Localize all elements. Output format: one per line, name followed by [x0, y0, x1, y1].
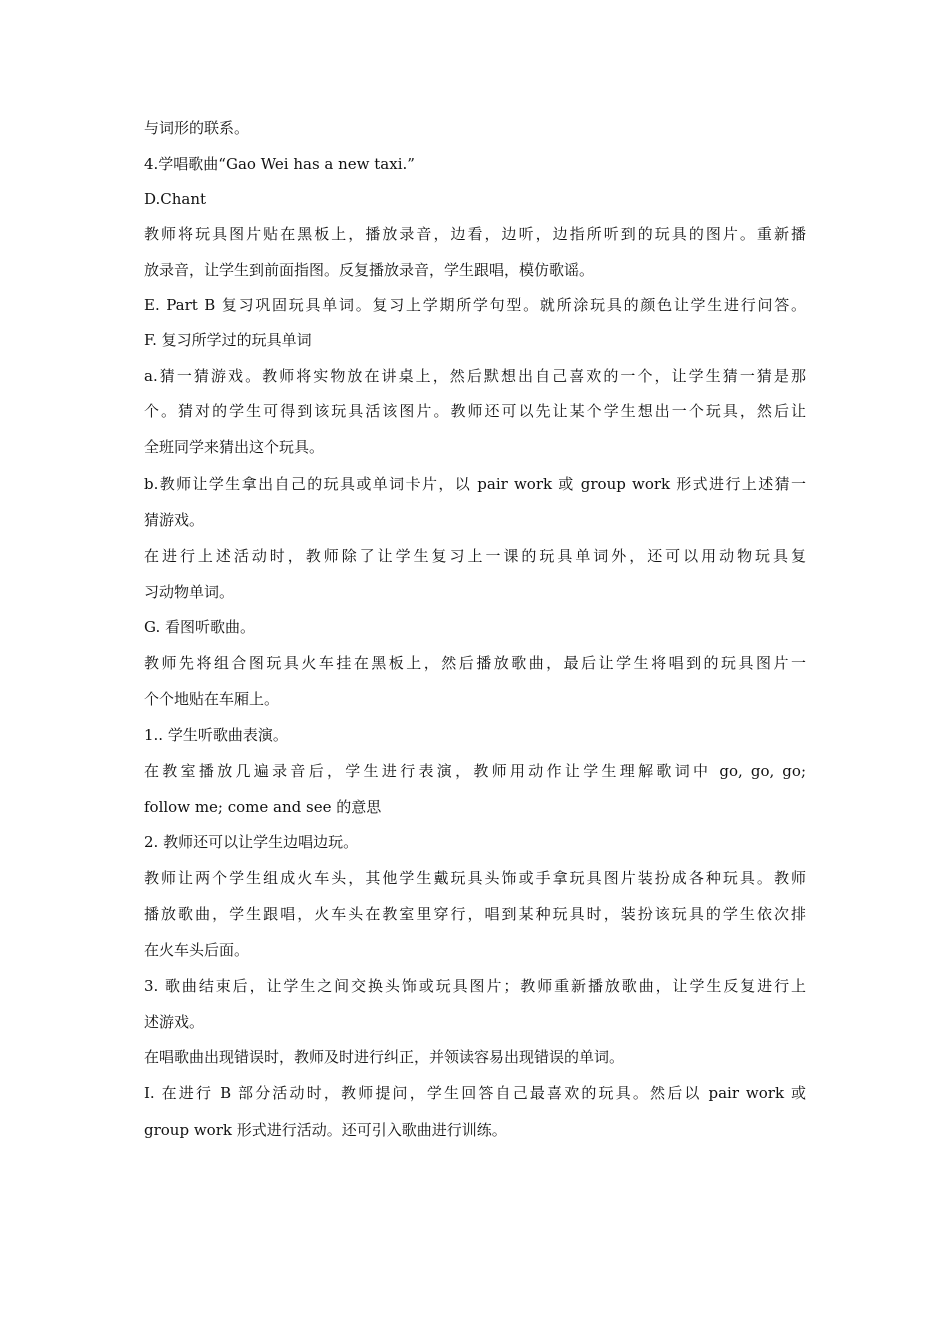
text-line: follow me; come and see 的意思	[144, 798, 382, 816]
text-line: 2. 教师还可以让学生边唱边玩。	[144, 833, 359, 851]
text-line: D.Chant	[144, 190, 207, 208]
text-line: a.猜一猜游戏。教师将实物放在讲桌上，然后默想出自己喜欢的一个，让学生猜一猜是那	[144, 367, 806, 385]
text-line: 个个地贴在车厢上。	[144, 690, 280, 708]
text-line: 放录音，让学生到前面指图。反复播放录音，学生跟唱，模仿歌谣。	[144, 261, 595, 279]
text-line: 在教室播放几遍录音后，学生进行表演，教师用动作让学生理解歌词中 go, go, go;	[144, 762, 806, 780]
text-line: 在唱歌曲出现错误时，教师及时进行纠正，并领读容易出现错误的单词。	[144, 1048, 625, 1066]
text-line: 述游戏。	[144, 1013, 205, 1031]
text-line: F. 复习所学过的玩具单词	[144, 331, 312, 349]
text-line: 在进行上述活动时，教师除了让学生复习上一课的玩具单词外，还可以用动物玩具复	[144, 547, 806, 565]
text-line: 与词形的联系。	[144, 119, 250, 137]
text-line: 播放歌曲，学生跟唱，火车头在教室里穿行，唱到某种玩具时，装扮该玩具的学生依次排	[144, 905, 806, 923]
text-line: group work 形式进行活动。还可引入歌曲进行训练。	[144, 1121, 507, 1139]
text-line: 猜游戏。	[144, 511, 205, 529]
text-line: E. Part B 复习巩固玩具单词。复习上学期所学句型。就所涂玩具的颜色让学生进行问答。	[144, 296, 806, 314]
text-line: 全班同学来猜出这个玩具。	[144, 438, 325, 456]
text-line: 教师将玩具图片贴在黑板上，播放录音，边看，边听，边指所听到的玩具的图片。重新播	[144, 225, 806, 243]
text-line: 3. 歌曲结束后，让学生之间交换头饰或玩具图片；教师重新播放歌曲，让学生反复进行上	[144, 977, 806, 995]
text-line: b.教师让学生拿出自己的玩具或单词卡片，以 pair work 或 group work 形式进行上述猜一	[144, 475, 806, 493]
text-line: 4.学唱歌曲“Gao Wei has a new taxi.”	[144, 155, 415, 173]
text-line: 习动物单词。	[144, 583, 235, 601]
text-line: 教师先将组合图玩具火车挂在黑板上，然后播放歌曲，最后让学生将唱到的玩具图片一	[144, 654, 806, 672]
text-line: 在火车头后面。	[144, 941, 250, 959]
text-line: 个。猜对的学生可得到该玩具活该图片。教师还可以先让某个学生想出一个玩具，然后让	[144, 402, 806, 420]
text-line: I. 在进行 B 部分活动时，教师提问，学生回答自己最喜欢的玩具。然后以 pair work 或	[144, 1084, 806, 1102]
text-line: G. 看图听歌曲。	[144, 618, 255, 636]
text-line: 教师让两个学生组成火车头，其他学生戴玩具头饰或手拿玩具图片装扮成各种玩具。教师	[144, 869, 806, 887]
text-line: 1.. 学生听歌曲表演。	[144, 726, 288, 744]
